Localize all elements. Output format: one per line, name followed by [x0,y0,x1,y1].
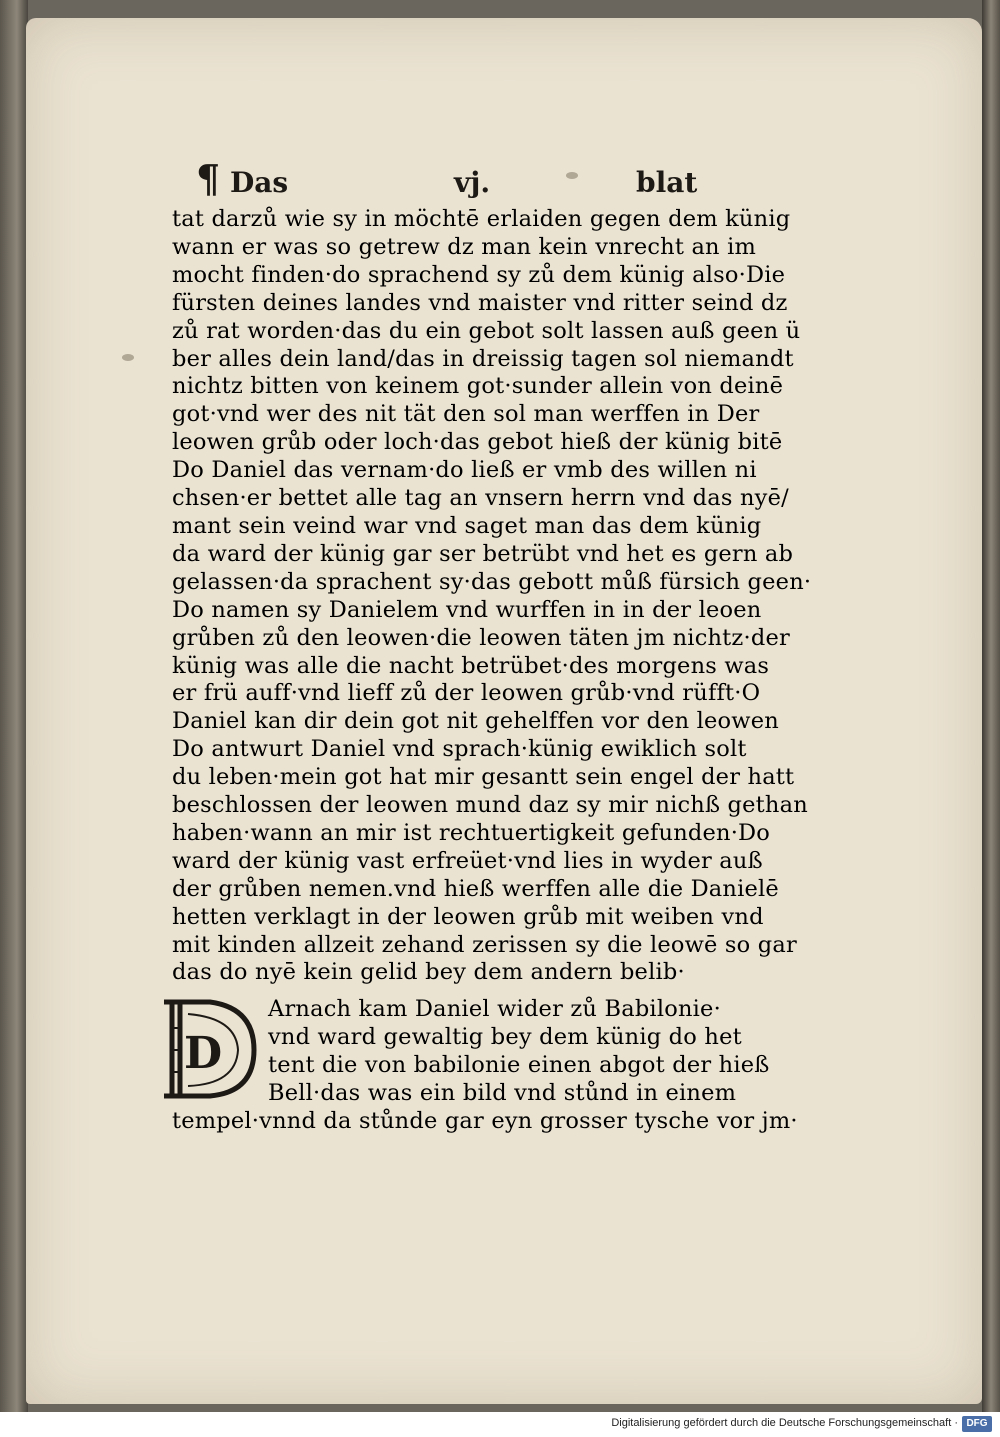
closing-text-line: tempel·vnnd da stůnde gar eyn grosser tysche vor jm· [172,1108,798,1134]
indented-text-line: Bell·das was ein bild vnd stůnd in einem [268,1079,737,1106]
text-line: leowen grůb oder loch·das gebot hieß der künig bitē [172,429,783,456]
text-line: ber alles dein land/das in dreissig tagen sol niemandt [172,345,794,372]
text-line: mocht finden·do sprachend sy zů dem künig also·Die [172,261,786,288]
initial-d-ornament [150,994,260,1104]
text-line: Daniel kan dir dein got nit gehelffen vor den leowen [172,708,779,735]
ink-blot [122,354,134,361]
text-line: künig was alle die nacht betrübet·des morgens was [172,652,770,679]
running-header [196,156,716,201]
text-line: beschlossen der leowen mund daz sy mir nichß gethan [172,792,808,819]
indented-text-line: tent die von babilonie einen abgot der hieß [268,1051,770,1078]
indented-text-line: vnd ward gewaltig bey dem künig do het [268,1023,742,1050]
text-line: chsen·er bettet alle tag an vnsern herrn vnd das nyē/ [172,485,789,512]
text-line: wann er was so getrew dz man kein vnrecht an im [172,233,757,260]
facing-page-edge [0,0,28,1412]
text-line: er frü auff·vnd lieff zů der leowen grůb·vnd rüfft·O [172,680,761,707]
text-line: mant sein veind war vnd saget man das dem künig [172,512,762,539]
footer-bar [0,1412,1000,1437]
text-line: zů rat worden·das du ein gebot solt lassen auß geen ü [172,317,801,344]
text-line: got·vnd wer des nit tät den sol man werffen in Der [172,401,760,428]
header-folio-label: blat [636,166,698,199]
paragraph-mark: ¶ [196,156,221,201]
closing-text-block [172,1108,798,1136]
text-line: du leben·mein got hat mir gesantt sein engel der hatt [172,764,795,791]
text-line: fürsten deines landes vnd maister vnd ritter seind dz [172,289,788,316]
indented-text-block [268,996,770,1108]
text-line: der grůben nemen.vnd hieß werffen alle die Danielē [172,875,779,902]
text-line: Do namen sy Danielem vnd wurffen in in der leoen [172,596,762,623]
text-line: haben·wann an mir ist rechtuertigkeit gefunden·Do [172,819,771,846]
text-line: grůben zů den leowen·die leowen täten jm nichtz·der [172,624,790,651]
text-line: da ward der künig gar ser betrübt vnd het es gern ab [172,540,794,567]
funding-credit: Digitalisierung gefördert durch die Deutsche Forschungsgemeinschaft · [611,1417,958,1429]
page-stack-edge [982,0,1000,1412]
header-title: Das [230,166,289,199]
text-line: das do nyē kein gelid bey dem andern belib· [172,959,685,986]
text-line: Do antwurt Daniel vnd sprach·künig ewiklich solt [172,736,747,763]
text-line: hetten verklagt in der leowen grůb mit weiben vnd [172,903,764,930]
initial-letter: D [184,1028,223,1079]
text-line: tat darzů wie sy in möchtē erlaiden gegen dem künig [172,206,791,232]
dfg-logo: DFG [962,1416,992,1432]
text-line: mit kinden allzeit zehand zerissen sy die leowē so gar [172,931,797,958]
text-line: ward der künig vast erfreüet·vnd lies in wyder auß [172,847,763,874]
header-folio-number: vj. [454,166,491,199]
indented-text-line: Arnach kam Daniel wider zů Babilonie· [268,996,721,1022]
main-text-block [172,206,811,987]
text-line: Do Daniel das vernam·do ließ er vmb des willen ni [172,457,757,484]
decorated-initial [150,994,260,1104]
text-line: gelassen·da sprachent sy·das gebott můß fürsich geen· [172,568,812,595]
text-line: nichtz bitten von keinem got·sunder allein von deinē [172,373,784,400]
